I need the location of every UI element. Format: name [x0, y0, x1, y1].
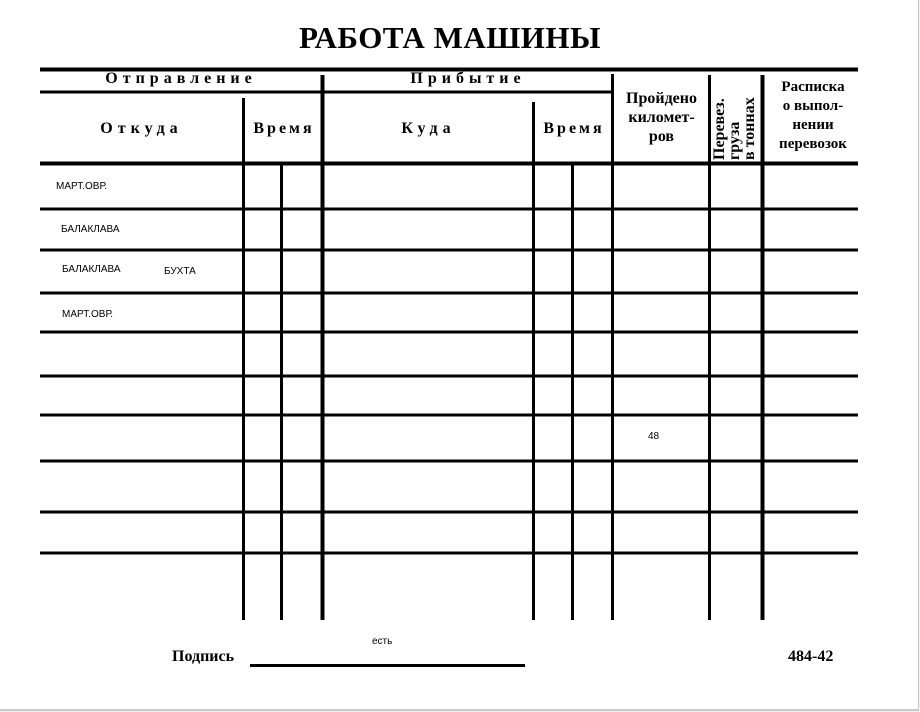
- row-2-from: БАЛАКЛАВА: [61, 224, 120, 235]
- header-km-line: километ-: [628, 109, 695, 126]
- signature-line: [250, 664, 525, 667]
- header-receipt-line: нении: [792, 117, 834, 133]
- header-receipt: [765, 78, 861, 154]
- header-receipt-line: Расписка: [781, 79, 845, 95]
- row-4-from: МАРТ.ОВР.: [62, 309, 114, 320]
- header-cargo-line: Перевез.: [711, 98, 728, 160]
- header-km-line: Пройдено: [626, 90, 697, 107]
- row-1-from: МАРТ.ОВР.: [56, 181, 108, 192]
- signature-value: есть: [372, 636, 393, 647]
- header-departure: Отправление: [105, 70, 257, 87]
- header-cargo-tons: [712, 97, 757, 160]
- header-departure-time: Время: [253, 120, 315, 137]
- signature-label: Подпись: [172, 648, 235, 665]
- row-7-km: 48: [648, 431, 660, 442]
- header-receipt-line: о выпол-: [782, 98, 844, 114]
- row-3-from: БАЛАКЛАВА: [62, 264, 121, 275]
- header-cargo-line: груза: [726, 121, 743, 160]
- header-cargo-line: в тоннах: [741, 97, 758, 160]
- header-arrival: Прибытие: [410, 70, 526, 87]
- header-receipt-line: перевозок: [779, 136, 847, 152]
- header-km-line: ров: [648, 128, 675, 145]
- header-to: Куда: [401, 120, 456, 137]
- row-3-from-extra: БУХТА: [164, 266, 196, 277]
- header-from: Откуда: [100, 120, 183, 137]
- form-number: 484-42: [788, 648, 834, 665]
- header-kilometers: [614, 89, 709, 146]
- form-title: РАБОТА МАШИНЫ: [299, 20, 601, 55]
- header-arrival-time: Время: [543, 120, 605, 137]
